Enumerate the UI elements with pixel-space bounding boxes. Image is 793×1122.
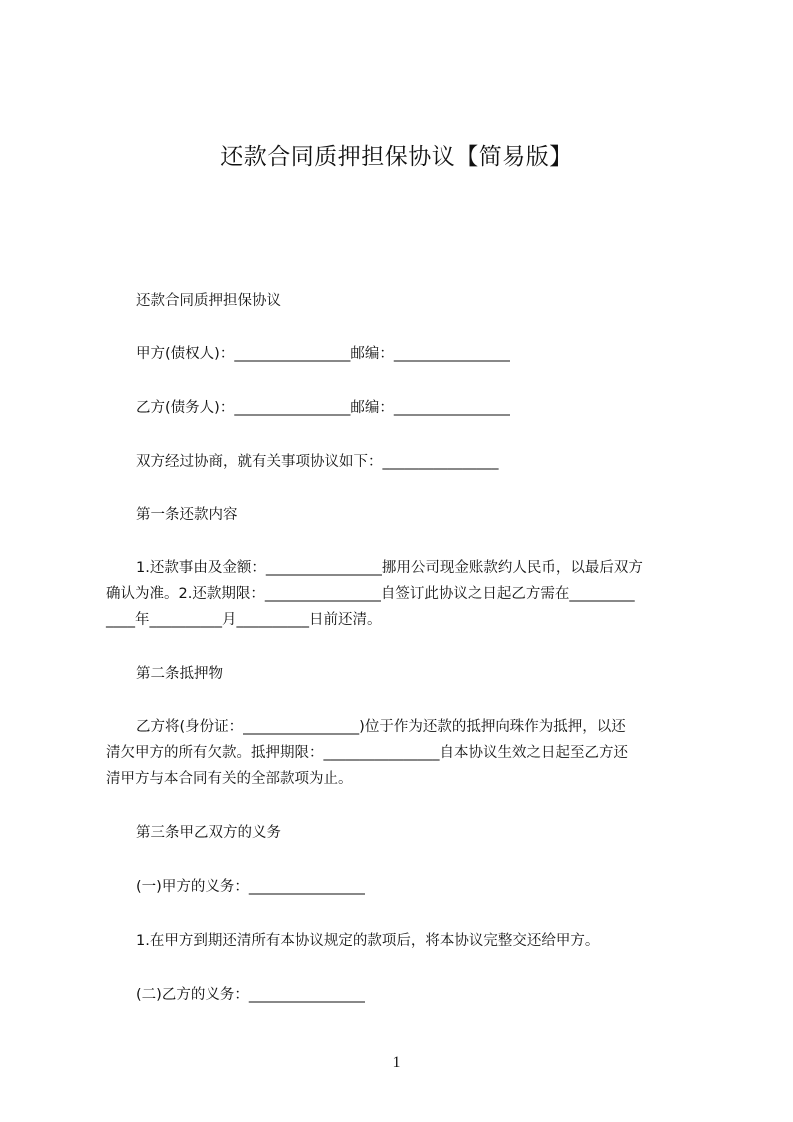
party-a-duty-item: 1.在甲方到期还清所有本协议规定的款项后，将本协议完整交还给甲方。 [136, 933, 600, 949]
article-2-body [106, 714, 710, 792]
party-a-duty: (一)甲方的义务：________________ [136, 879, 365, 895]
article-1-line: 确认为准。2.还款期限：________________自签订此协议之日起乙方需在_________ [106, 586, 635, 602]
article-1-line: 1.还款事由及金额：________________挪用公司现金账款约人民币，以最后双方 [136, 560, 643, 576]
article-2-line: 清甲方与本合同有关的全部款项为止。 [106, 771, 353, 787]
article-3-heading: 第三条甲乙双方的义务 [136, 825, 281, 841]
article-1-line: ____年__________月__________日前还清。 [106, 612, 382, 628]
document-title: 还款合同质押担保协议【简易版】 [220, 144, 573, 170]
subtitle: 还款合同质押担保协议 [136, 293, 281, 309]
page-number: 1 [392, 1054, 401, 1071]
article-2-heading: 第二条抵押物 [136, 666, 223, 682]
article-1-heading: 第一条还款内容 [136, 507, 238, 523]
party-b-line: 乙方(债务人)：________________邮编：________________ [136, 400, 510, 416]
article-2-line: 清欠甲方的所有欠款。抵押期限：________________自本协议生效之日起至乙方还 [106, 745, 628, 761]
party-b-duty: (二)乙方的义务：________________ [136, 987, 365, 1003]
article-1-body [106, 555, 710, 633]
party-a-line: 甲方(债权人)：________________邮编：________________ [136, 346, 510, 362]
agreement-intro: 双方经过协商，就有关事项协议如下：________________ [136, 454, 499, 470]
article-2-line: 乙方将(身份证：________________)位于作为还款的抵押向珠作为抵押，以还 [136, 719, 626, 735]
